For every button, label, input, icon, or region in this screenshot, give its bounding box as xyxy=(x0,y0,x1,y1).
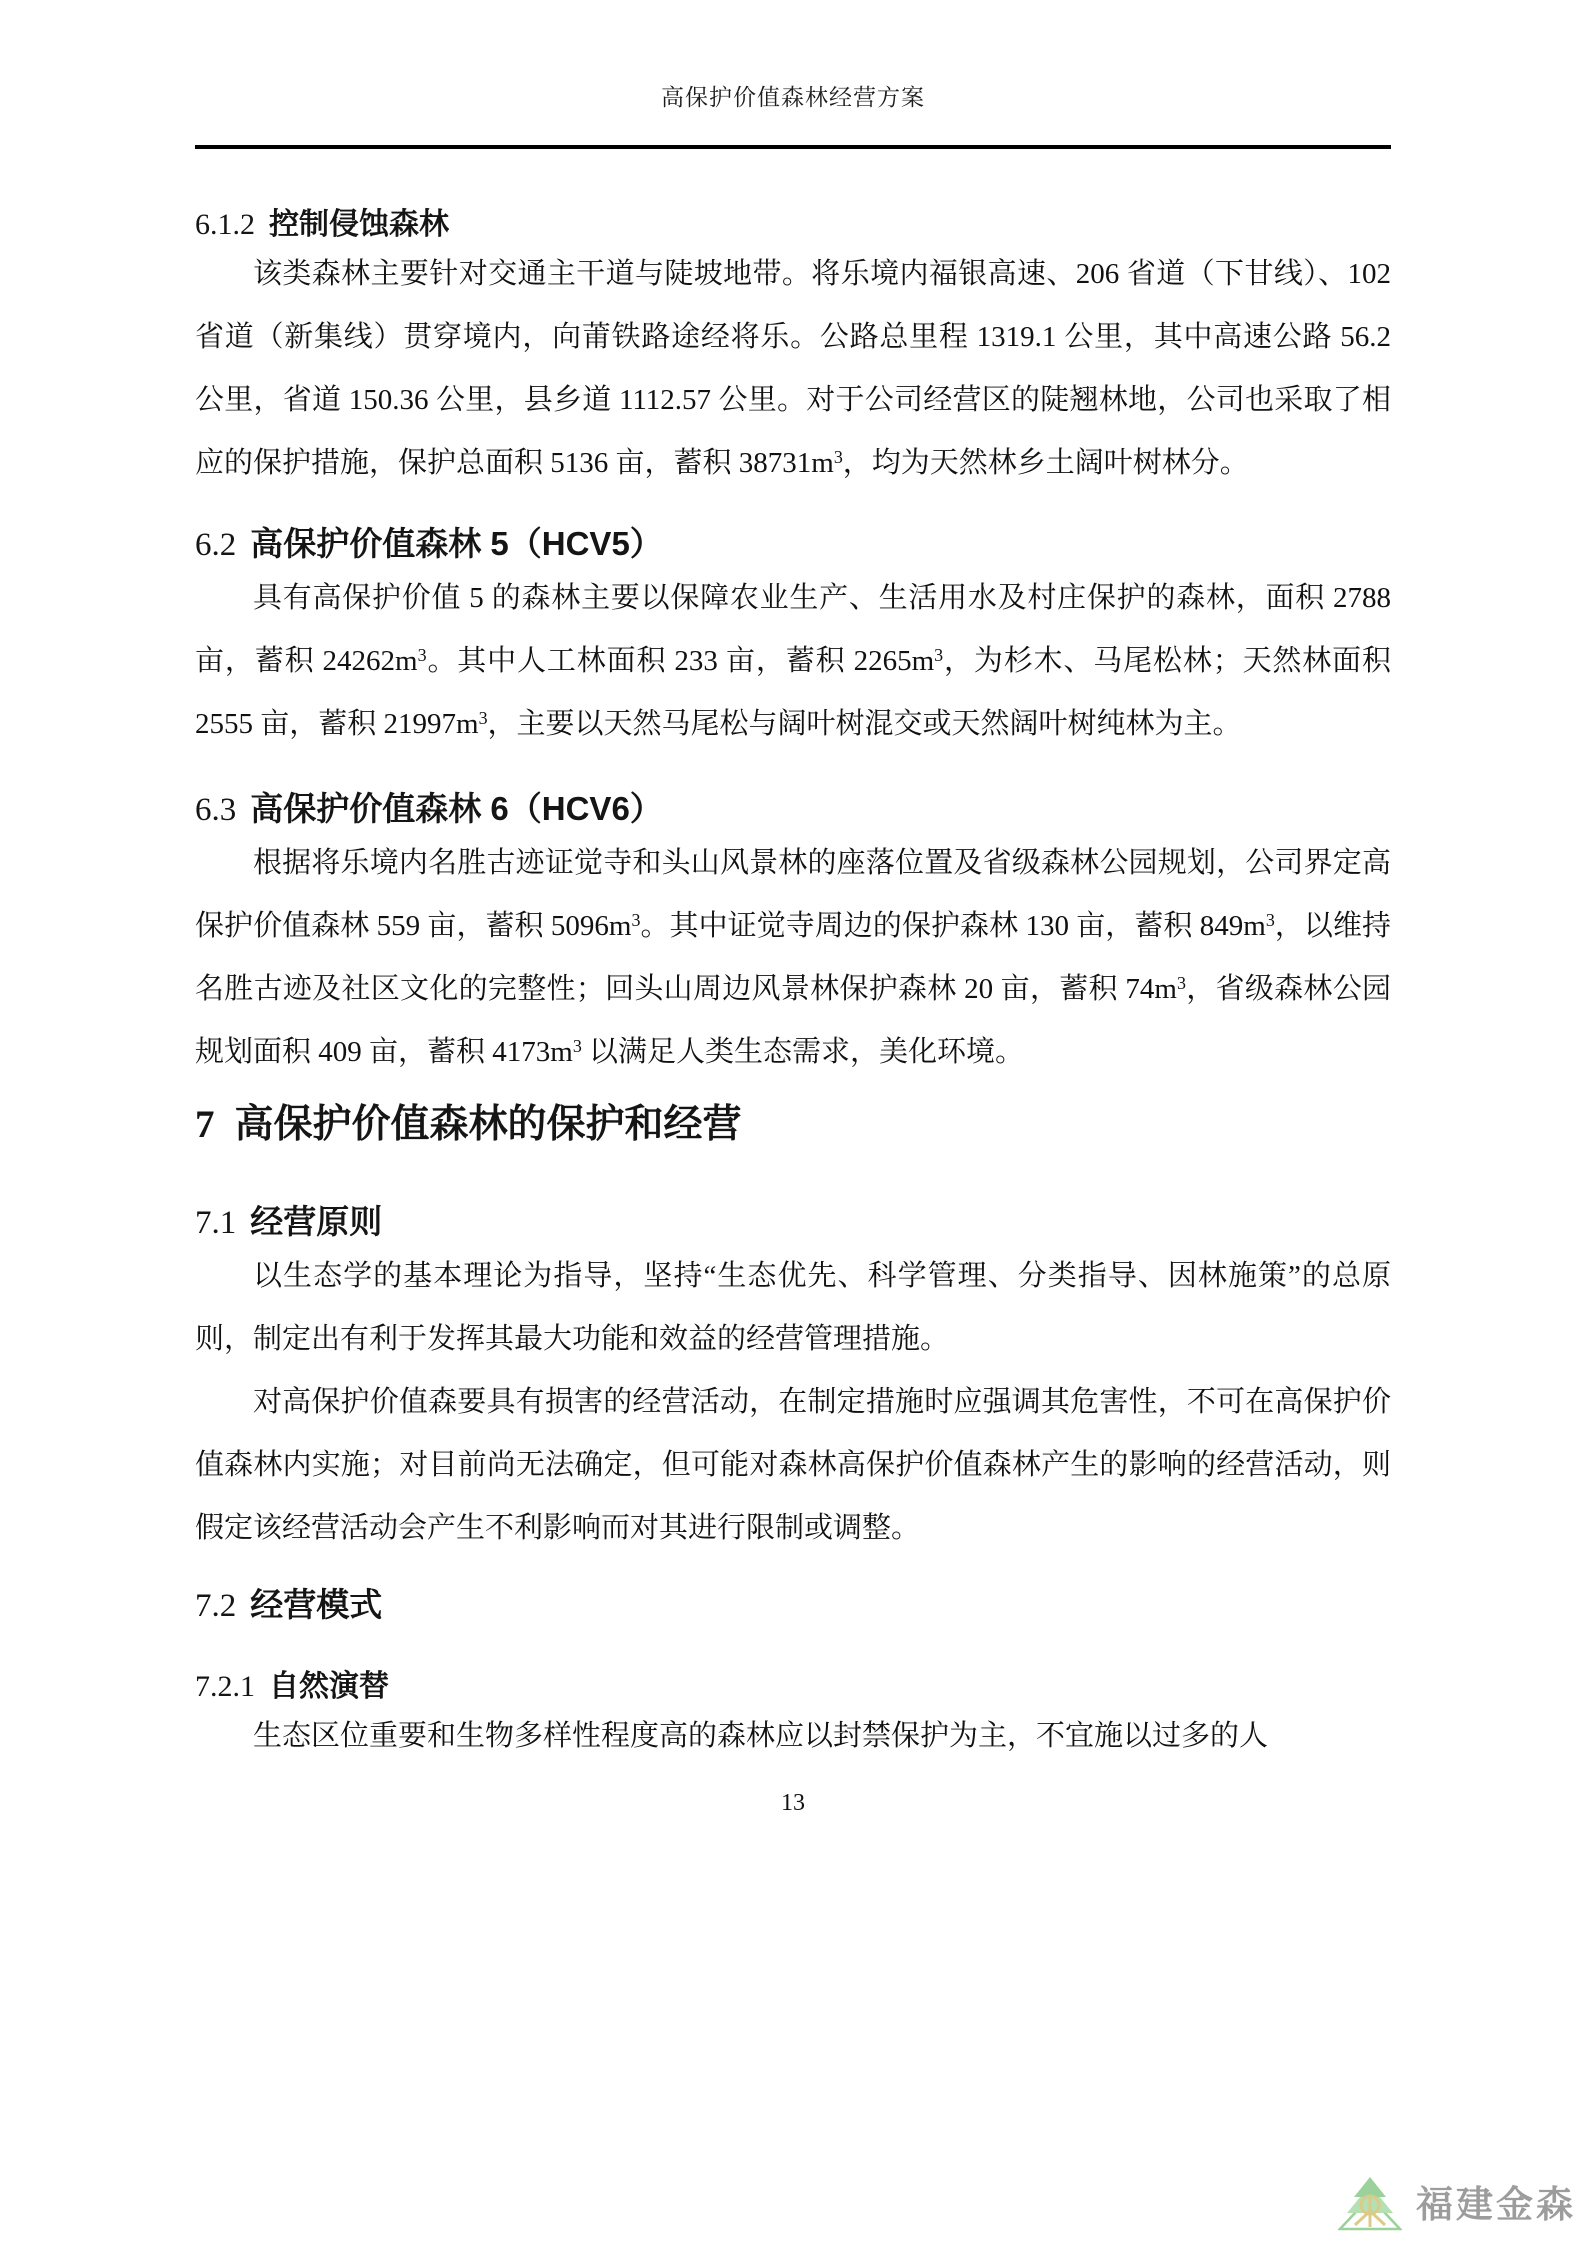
paragraph-6-1-2: 该类森林主要针对交通主干道与陡坡地带。将乐境内福银高速、206 省道（下甘线）、102 省道（新集线）贯穿境内，向莆铁路途经将乐。公路总里程 1319.1 公里，其中高速公路 56.2 公里，省道 150.36 公里，县乡道 1112.57 公里。对于公司经营区的陡翘林地，公司也采取了相应的保护措施，保护总面积 5136 亩，蓄积 $38731m^3$，均为天然林乡土阔叶树林分。 xyxy=(195,258,1391,479)
heading-7-2-1 xyxy=(195,1669,1391,1705)
heading-6-1-2 xyxy=(195,207,1391,243)
heading-number: 6.3 xyxy=(195,792,237,828)
paragraph-7-2-1: 生态区位重要和生物多样性程度高的森林应以封禁保护为主，不宜施以过多的人 xyxy=(253,1720,1269,1752)
company-logo xyxy=(1338,2176,1576,2232)
pine-tree-icon xyxy=(1338,2176,1402,2232)
heading-6-3 xyxy=(195,787,1391,832)
heading-7 xyxy=(195,1100,1391,1150)
paragraph-6-3: 根据将乐境内名胜古迹证觉寺和头山风景林的座落位置及省级森林公园规划，公司界定高保护价值森林 559 亩，蓄积 $5096m^3$。其中证觉寺周边的保护森林 130 亩，蓄积 $849m^3$，以维持名胜古迹及社区文化的完整性；回头山周边风景林保护森林 20 亩，蓄积 $74m^3$，省级森林公园规划面积 409 亩，蓄积 $4173m^3$ 以满足人类生态需求，美化环境。 xyxy=(195,847,1391,1068)
heading-text: 高保护价值森林 5（HCV5） xyxy=(250,525,663,562)
heading-number: 6.2 xyxy=(195,527,237,563)
heading-7-2 xyxy=(195,1583,1391,1628)
paragraph-7-1-a: 以生态学的基本理论为指导，坚持“生态优先、科学管理、分类指导、因林施策”的总原则，制定出有利于发挥其最大功能和效益的经营管理措施。 xyxy=(195,1260,1391,1355)
heading-number: 7 xyxy=(195,1103,215,1146)
heading-number: 7.1 xyxy=(195,1205,237,1241)
logo-company-name: 福建金森 xyxy=(1416,2183,1576,2225)
heading-number: 6.1.2 xyxy=(195,208,255,241)
header-rule xyxy=(195,145,1391,149)
running-header-title: 高保护价值森林经营方案 xyxy=(661,85,925,110)
page-number: 13 xyxy=(781,1790,805,1816)
heading-text: 经营原则 xyxy=(250,1203,383,1240)
paragraph-6-2: 具有高保护价值 5 的森林主要以保障农业生产、生活用水及村庄保护的森林，面积 2788 亩，蓄积 $24262m^3$。其中人工林面积 233 亩，蓄积 $2265m^3$，为杉木、马尾松林；天然林面积 2555 亩，蓄积 $21997m^3$，主要以天然马尾松与阔叶树混交或天然阔叶树纯林为主。 xyxy=(195,582,1391,740)
heading-text: 经营模式 xyxy=(250,1586,383,1623)
heading-text: 高保护价值森林的保护和经营 xyxy=(234,1103,742,1146)
heading-text: 控制侵蚀森林 xyxy=(269,208,449,241)
heading-6-2 xyxy=(195,522,1391,567)
heading-text: 高保护价值森林 6（HCV6） xyxy=(250,790,663,827)
heading-number: 7.2.1 xyxy=(195,1670,255,1703)
heading-7-1 xyxy=(195,1200,1391,1245)
heading-text: 自然演替 xyxy=(269,1670,389,1703)
paragraph-7-1-b: 对高保护价值森要具有损害的经营活动，在制定措施时应强调其危害性，不可在高保护价值森林内实施；对目前尚无法确定，但可能对森林高保护价值森林产生的影响的经营活动，则假定该经营活动会产生不利影响而对其进行限制或调整。 xyxy=(195,1386,1391,1544)
heading-number: 7.2 xyxy=(195,1588,237,1624)
